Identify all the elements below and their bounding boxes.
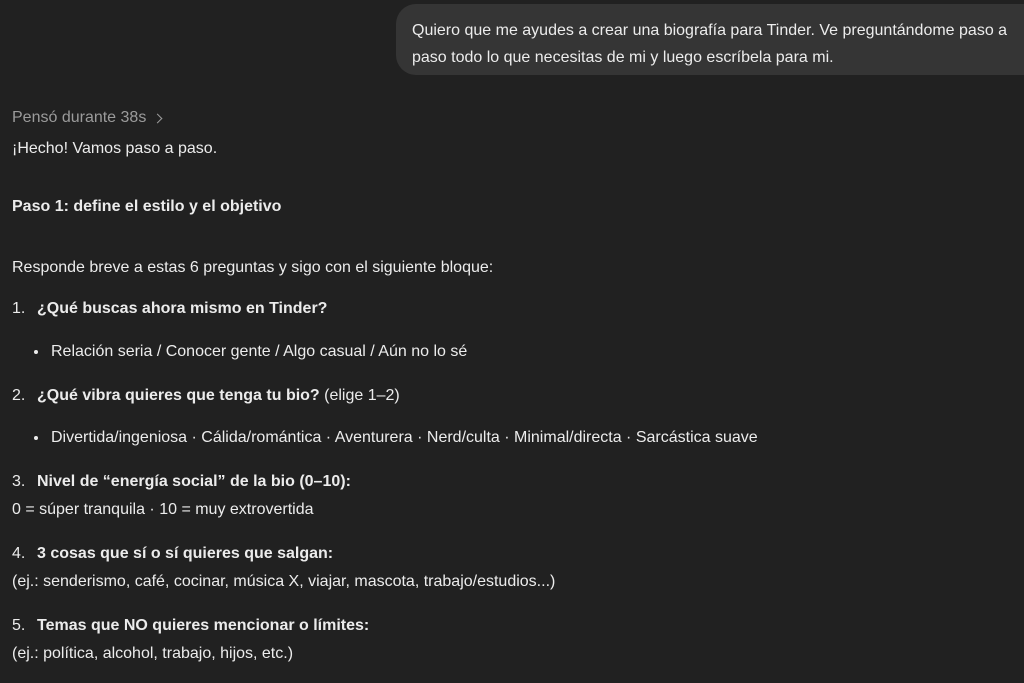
step-heading: Paso 1: define el estilo y el objetivo [12,198,282,215]
assistant-intro: ¡Hecho! Vamos paso a paso. [12,140,218,157]
thought-label: Pensó durante 38s [12,109,147,126]
question-number: 2. [12,387,26,404]
question-5-detail: (ej.: política, alcohol, trabajo, hijos, etc.) [12,645,294,662]
bullet-dot-icon [34,436,38,440]
bullet-dot-icon [34,350,38,354]
bullet-text: Divertida/ingeniosa · Cálida/romántica · Aventurera · Nerd/culta · Minimal/directa · Sarcástica suave [51,429,758,446]
question-title: 3 cosas que sí o sí quieres que salgan: [37,545,334,562]
question-number: 3. [12,473,26,490]
question-note: (elige 1–2) [319,387,400,404]
bullet-text: Relación seria / Conocer gente / Algo casual / Aún no lo sé [51,343,468,360]
question-title: Temas que NO quieres mencionar o límites: [37,617,370,634]
question-4 [12,543,333,565]
question-number: 4. [12,545,26,562]
question-number: 1. [12,300,26,317]
question-5 [12,615,369,637]
question-3-detail: 0 = súper tranquila · 10 = muy extrovertida [12,501,314,518]
question-number: 5. [12,617,26,634]
chevron-right-icon [153,114,163,124]
question-2-bullet [34,427,758,449]
question-4-detail: (ej.: senderismo, café, cocinar, música X, viajar, mascota, trabajo/estudios...) [12,573,556,590]
question-2 [12,385,400,407]
question-title: Nivel de “energía social” de la bio (0–10): [37,473,351,490]
question-title: ¿Qué vibra quieres que tenga tu bio? [37,387,320,404]
questions-prompt: Responde breve a estas 6 preguntas y sigo con el siguiente bloque: [12,259,494,276]
question-1-bullet [34,341,467,363]
user-message-bubble: Quiero que me ayudes a crear una biografía para Tinder. Ve preguntándome paso a paso todo lo que necesitas de mi y luego escríbela para mi. [396,4,1024,75]
question-title: ¿Qué buscas ahora mismo en Tinder? [37,300,328,317]
question-1 [12,298,327,320]
question-3 [12,471,351,493]
thought-toggle[interactable] [12,107,161,129]
